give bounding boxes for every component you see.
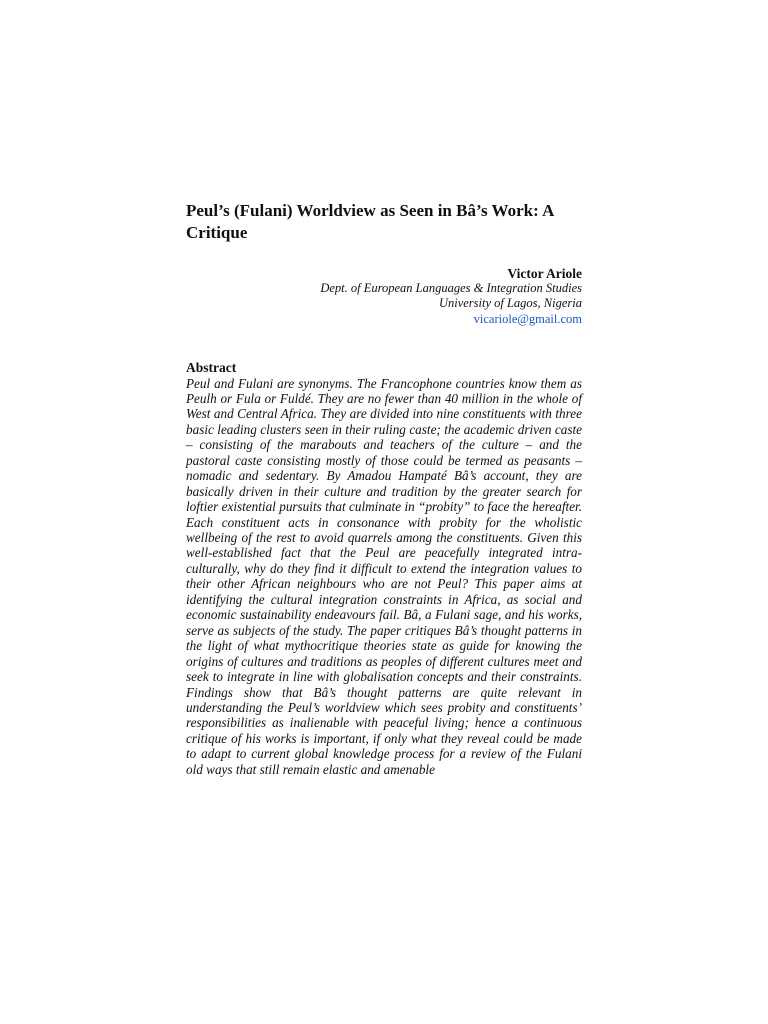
author-email-link[interactable]: vicariole@gmail.com xyxy=(473,312,582,326)
paper-title: Peul’s (Fulani) Worldview as Seen in Bâ’s Work: A Critique xyxy=(186,201,554,242)
abstract-heading: Abstract xyxy=(186,360,237,375)
abstract-body: Peul and Fulani are synonyms. The Francophone countries know them as Peulh or Fula or Fuldé. They are no fewer than 40 million in the whole of West and Central Africa. They are divided into nine constituents with three basic leading clusters seen in their ruling caste; the academic driven caste – consisting of the marabouts and teachers of the culture – and the pastoral caste consisting mostly of those could be termed as peasants – nomadic and sedentary. By Amadou Hampaté Bâ’s account, they are basically driven in their culture and tradition by the greater search for loftier existential pursuits that culminate in “probity” to face the hereafter. Each constituent acts in consonance with probity for the wholistic wellbeing of the rest to avoid quarrels among the constituents. Given this well-established fact that the Peul are peacefully integrated intra-culturally, why do they find it difficult to extend the integration values to their other African neighbours who are not Peul? This paper aims at identifying the cultural integration constraints in Africa, as social and economic sustainability endeavours fail. Bâ, a Fulani sage, and his works, serve as subjects of the study. The paper critiques Bâ’s thought patterns in the light of what mythocritique theories state as guide for knowing the origins of cultures and traditions as peoples of different cultures meet and seek to integrate in line with globalisation concepts and their constraints. Findings show that Bâ’s thought patterns are quite relevant in understanding the Peul’s worldview which sees probity and constituents’ responsibilities as inalienable with peaceful living; hence a continuous critique of his works is important, if only what they reveal could be made to adapt to current global knowledge process for a review of the Fulani old ways that still remain elastic and amenable xyxy=(186,375,582,777)
author-department: Dept. of European Languages & Integration Studies xyxy=(320,281,582,295)
author-name: Victor Ariole xyxy=(507,266,582,281)
author-university: University of Lagos, Nigeria xyxy=(438,295,582,310)
paper-content xyxy=(186,200,582,777)
author-block xyxy=(186,266,582,328)
